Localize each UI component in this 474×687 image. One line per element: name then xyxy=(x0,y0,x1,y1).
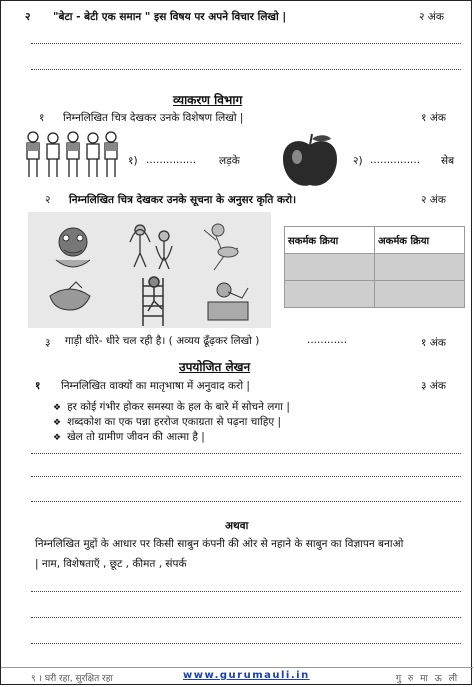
or-label: अथवा xyxy=(225,520,249,532)
transitive-verb-header: सकर्मक क्रिया xyxy=(285,227,375,254)
q2-text: "बेटा - बेटी एक समान " इस विषय पर अपने विचार लिखो | xyxy=(53,11,287,23)
grammar-heading: व्याकरण विभाग xyxy=(173,93,243,107)
writing-q1-marks: ३ अंक xyxy=(421,380,446,392)
answer-line xyxy=(31,476,461,477)
table-cell xyxy=(285,281,375,308)
footer-left-text: ९ । घरी रहा, सुरक्षित रहा xyxy=(31,674,113,684)
table-cell xyxy=(285,254,375,281)
grammar-q1-b-number: २) xyxy=(353,155,363,167)
grammar-q2-number: २ xyxy=(45,194,51,206)
advertisement-task-text: निम्नलिखित मुद्दों के आधार पर किसी साबुन कंपनी की ओर से नहाने के साबुन का विज्ञापन बनाओ xyxy=(35,538,404,550)
writing-heading: उपयोजित लेखन xyxy=(179,360,251,374)
intransitive-verb-header: अकर्मक क्रिया xyxy=(375,227,465,254)
translation-item: ❖ शब्दकोश का एक पन्ना हररोज एकाग्रता से पढ़ना चाहिए | xyxy=(53,415,281,429)
writing-q1-text: निम्नलिखित वाक्यों का मातृभाषा में अनुवाद करो | xyxy=(61,380,250,392)
q2-marks: २ अंक xyxy=(419,11,444,23)
answer-line xyxy=(31,643,461,644)
answer-line xyxy=(31,617,461,618)
translation-item: ❖ खेल तो ग्रामीण जीवन की आत्मा है | xyxy=(53,430,205,444)
verb-classification-table xyxy=(284,226,465,308)
answer-line xyxy=(31,591,461,592)
grammar-q1-a-number: १) xyxy=(128,155,138,167)
grammar-q3-text: गाड़ी धीरे- धीरे चल रही है। ( अव्यय ढूँढ़कर लिखो ) xyxy=(65,335,260,347)
boys-illustration xyxy=(21,129,121,181)
website-link[interactable]: www.gurumauli.in xyxy=(183,670,310,681)
apple-illustration xyxy=(279,131,341,191)
footer-brand: गु रु मा ऊ ली xyxy=(396,674,460,684)
grammar-q3-marks: १ अंक xyxy=(421,337,446,349)
activity-illustrations xyxy=(28,212,271,328)
answer-line xyxy=(31,43,461,44)
advertisement-points: | नाम, विशेषताएँ , छूट , कीमत , संपर्क xyxy=(35,558,187,570)
page-footer xyxy=(1,667,473,686)
grammar-q1-a-dots: ............... xyxy=(146,154,197,166)
grammar-q2-marks: २ अंक xyxy=(421,194,446,206)
grammar-q3-number: ३ xyxy=(45,337,51,349)
answer-line xyxy=(31,453,461,454)
grammar-q1-number: १ xyxy=(39,112,45,124)
translation-item: ❖ हर कोई गंभीर होकर समस्या के हल के बारे में सोचने लगा | xyxy=(53,400,290,414)
answer-line xyxy=(31,501,461,502)
q2-number: २ xyxy=(25,11,31,23)
grammar-q2-text: निम्नलिखित चित्र देखकर उनके सूचना के अनुसर कृति करो। xyxy=(69,194,297,206)
writing-q1-number: १ xyxy=(35,380,41,392)
grammar-q1-marks: १ अंक xyxy=(421,112,446,124)
grammar-q1-b-dots: ............... xyxy=(370,154,421,166)
activity-pictures-panel xyxy=(28,212,271,328)
grammar-q1-b-word: सेब xyxy=(441,155,455,167)
grammar-q1-text: निम्नलिखित चित्र देखकर उनके विशेषण लिखो | xyxy=(63,112,244,124)
table-cell xyxy=(375,254,465,281)
grammar-q3-dots: ............ xyxy=(307,334,348,346)
answer-line xyxy=(31,69,461,70)
grammar-q1-a-word: लड़के xyxy=(219,155,240,167)
table-cell xyxy=(375,281,465,308)
